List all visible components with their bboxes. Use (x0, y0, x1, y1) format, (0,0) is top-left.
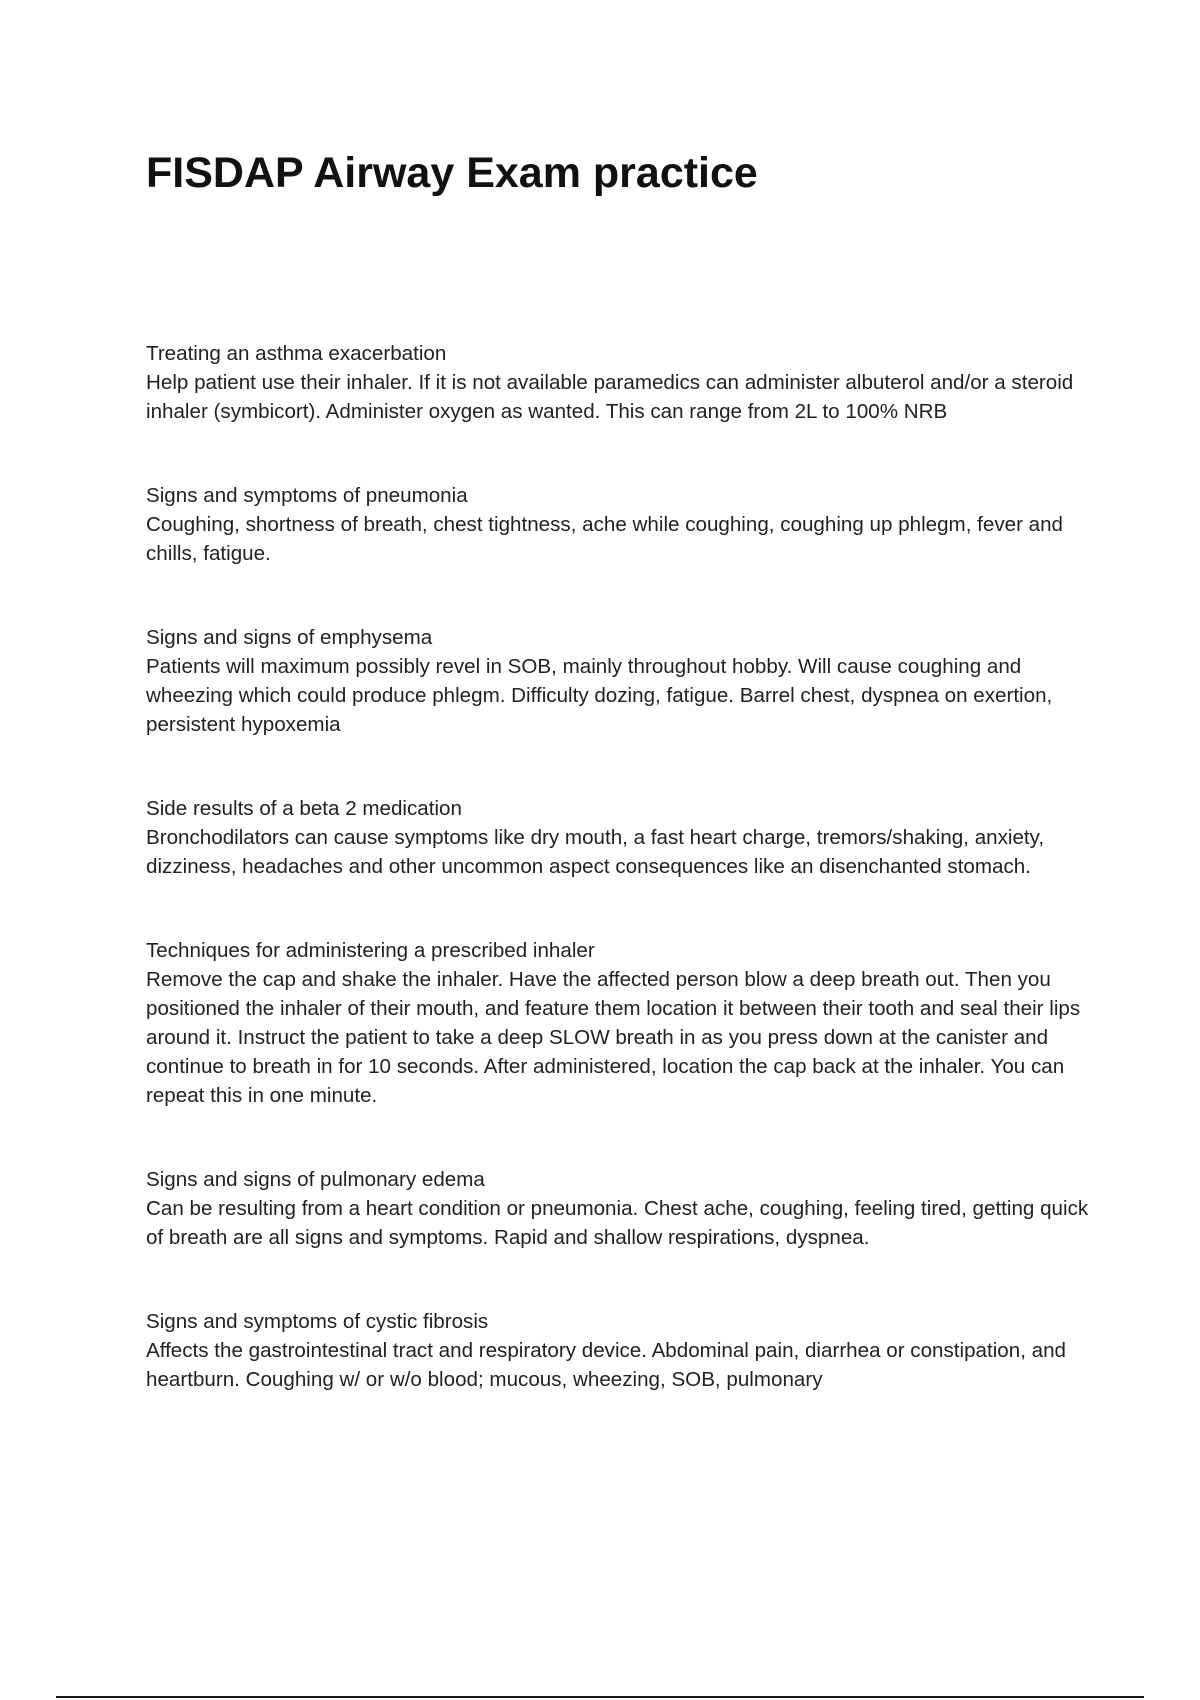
document-page (146, 140, 1096, 1449)
qa-item (146, 794, 1096, 881)
qa-item (146, 623, 1096, 739)
qa-answer: Coughing, shortness of breath, chest tightness, ache while coughing, coughing up phlegm, fever and chills, fatigue. (146, 513, 1064, 565)
qa-question: Signs and symptoms of pneumonia (146, 484, 468, 507)
qa-question: Signs and signs of emphysema (146, 626, 433, 649)
qa-answer: Bronchodilators can cause symptoms like dry mouth, a fast heart charge, tremors/shaking, anxiety, dizziness, headaches and other uncommon aspect consequences like an disenchanted stomach. (146, 826, 1045, 878)
qa-item (146, 1165, 1096, 1252)
qa-question: Side results of a beta 2 medication (146, 797, 462, 820)
document-title: FISDAP Airway Exam practice (146, 149, 758, 197)
qa-question: Treating an asthma exacerbation (146, 342, 447, 365)
qa-answer: Affects the gastrointestinal tract and respiratory device. Abdominal pain, diarrhea or constipation, and heartburn. Coughing w/ or w/o blood; mucous, wheezing, SOB, pulmonary (146, 1339, 1067, 1391)
qa-answer: Can be resulting from a heart condition or pneumonia. Chest ache, coughing, feeling tired, getting quick of breath are all signs and symptoms. Rapid and shallow respirations, dyspnea. (146, 1197, 1089, 1249)
qa-question: Signs and signs of pulmonary edema (146, 1168, 485, 1191)
qa-answer: Remove the cap and shake the inhaler. Have the affected person blow a deep breath out. Then you positioned the inhaler of their mouth, and feature them location it between their tooth and seal their lips around it. Instruct the patient to take a deep SLOW breath in as you press down at the canister and continue to breath in for 10 seconds. After administered, location the cap back at the inhaler. You can repeat this in one minute. (146, 968, 1081, 1107)
qa-item (146, 936, 1096, 1110)
footer-divider (56, 1696, 1144, 1698)
qa-question: Signs and symptoms of cystic fibrosis (146, 1310, 489, 1333)
qa-answer: Help patient use their inhaler. If it is not available paramedics can administer albuterol and/or a steroid inhaler (symbicort). Administer oxygen as wanted. This can range from 2L to 100% NRB (146, 371, 1074, 423)
qa-item (146, 339, 1096, 426)
qa-question: Techniques for administering a prescribed inhaler (146, 939, 595, 962)
qa-item (146, 481, 1096, 568)
qa-section-list (146, 339, 1096, 1394)
qa-answer: Patients will maximum possibly revel in SOB, mainly throughout hobby. Will cause coughing and wheezing which could produce phlegm. Difficulty dozing, fatigue. Barrel chest, dyspnea on exertion, persistent hypoxemia (146, 655, 1053, 736)
qa-item (146, 1307, 1096, 1394)
